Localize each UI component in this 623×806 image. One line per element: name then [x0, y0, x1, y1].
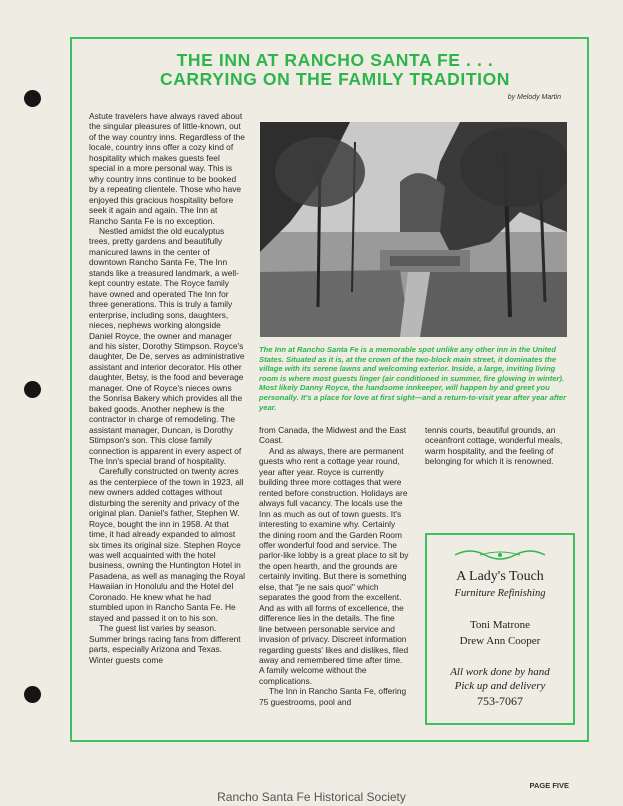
advertisement-box: [425, 533, 575, 725]
title-line-1: THE INN AT RANCHO SANTA FE . . .: [176, 50, 494, 70]
paragraph: Nestled amidst the old eucalyptus trees, pretty gardens and beautifully manicured lawns in the center of downtown Rancho Santa Fe, The Inn stands like a treasured landmark, a well-kept country estate. The Royce family have owned and operated The Inn for three generations. This is truly a family enterprise, including sons, daughters, nieces, nephews working alongside Daniel Royce, the owner and manager and his sister, Dorothy Stimpson. Royce's daughter, De De, serves as administrative assistant and interior decorator. His other daughter, Betsy, is the food and beverage manager. One of Royce's nieces owns the Sonrisa Bakery which provides all the baked goods. Another nephew is the contractor in charge of remodeling. The assistant manager, Duncan, is Dorothy Stimpson's son. This close family connection is apparent in every aspect of The Inn's special brand of hospitality.: [89, 225, 245, 466]
article-column-3: [425, 425, 575, 467]
title-line-2: CARRYING ON THE FAMILY TRADITION: [159, 69, 511, 89]
paragraph: tennis courts, beautiful grounds, an oceanfront cottage, wonderful meals, warm hospitality, and the feeling of belonging for which it is renowned.: [425, 425, 563, 467]
inn-photo-image: [260, 122, 567, 337]
inn-photo: [260, 122, 567, 337]
paragraph: The Inn in Rancho Santa Fe, offering 75 guestrooms, pool and: [259, 686, 407, 707]
binder-hole-bottom: [24, 686, 41, 703]
ad-work-line-1: All work done by hand: [450, 666, 550, 678]
byline: by Melody Martin: [507, 94, 561, 101]
article-title: [90, 51, 580, 89]
article-column-2: [259, 425, 409, 707]
page-number: PAGE FIVE: [529, 781, 569, 790]
paragraph: from Canada, the Midwest and the East Coast.: [259, 425, 407, 446]
binder-hole-top: [24, 90, 41, 107]
paragraph: Astute travelers have always raved about the singular pleasures of little-known, out of the way country inns. Regardless of the locale, country inns offer a cozy kind of hospitality which makes guests feel special in a more personal way. This is why country inns continue to be booked by a repeating clientele. Those who have enjoyed this gracious hospitality before seek it again and again. The Inn at Rancho Santa Fe is no exception.: [89, 111, 245, 226]
ad-title: A Lady's Touch: [456, 569, 544, 584]
watermark-text: Rancho Santa Fe Historical Society: [217, 790, 406, 804]
paragraph: And as always, there are permanent guests who rent a cottage year round, year after year. Royce is currently building three more cottages that were rented before construction. Holidays are always full vacancy. The locals use the Inn as much as out of town guests. It's interesting to examine why. Certainly the dining room and the Garden Room offer wonderful food and service. The parlor-like lobby is a great place to sit by the open hearth, and the grounds are certainly inviting. But there is something else, that "je ne sais quoi" which separates the good from the excellent. And as with all forms of excellence, the difference lies in the details. The fine line between personable service and invasion of privacy. Discreet information regarding guests' likes and dislikes, filed away and remembered time after time. A family welcome without the complications.: [259, 445, 409, 686]
ad-subtitle: Furniture Refinishing: [454, 588, 546, 599]
paragraph: The guest list varies by season. Summer brings racing fans from different parts, especially Arizona and Texas. Winter guests come: [89, 623, 241, 665]
ad-work-line-2: Pick up and delivery: [454, 680, 546, 692]
ad-name-2: Drew Ann Cooper: [459, 635, 541, 647]
ad-phone: 753-7067: [477, 694, 523, 708]
paragraph: Carefully constructed on twenty acres as the centerpiece of the town in 1923, all new owners added cottages without disturbing the serenity and privacy of the original plan. Daniel's father, Stephen W. Royce, bought the inn in 1958. At that time, it had already expanded to almost six times its original size. Stephen Royce was well acquainted with the hotel business, owning the Huntington Hotel in Pasadena, as well as managing the Royal Hawaiian in Honolulu and the Hotel del Coronado. He knew what he had stumbled upon in Rancho Santa Fe. He stayed and passed it on to his son.: [89, 466, 245, 623]
article-column-1: [89, 111, 245, 665]
photo-caption: The Inn at Rancho Santa Fe is a memorable spot unlike any other inn in the United States. Situated as it is, at the crown of the two-block main street, it dominates the village with its serene lawns and welcoming exterior. Inside, a large, inviting living room is where most guests linger (air conditioned in summer, fire glowing in winter). Most likely Danny Royce, the handsome innkeeper, will happen by and greet you personally. It's a place for love at first sight—and a return-to-visit year after year after year.: [259, 345, 567, 412]
flourish-ornament-icon: [427, 547, 573, 563]
binder-hole-middle: [24, 381, 41, 398]
ad-name-1: Toni Matrone: [469, 619, 531, 631]
